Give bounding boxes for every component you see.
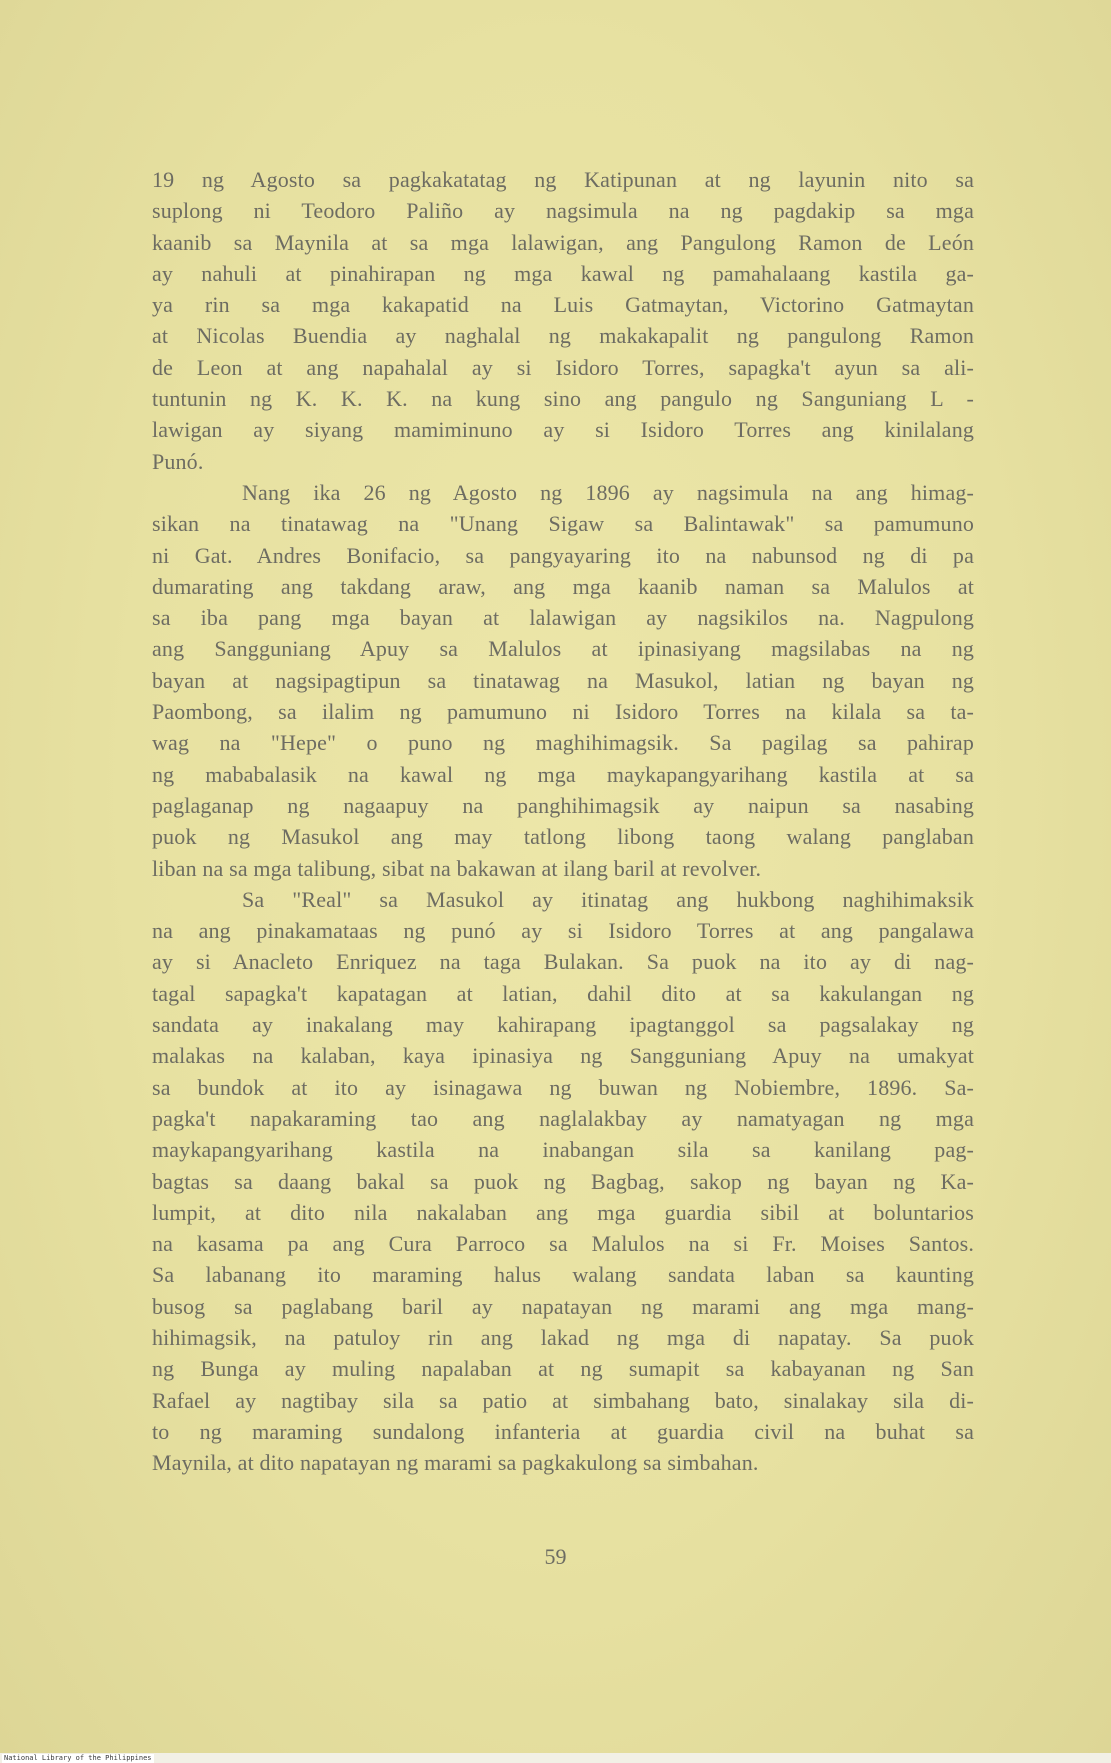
text-line: bagtas sa daang bakal sa puok ng Bagbag, sakop ng bayan ng Ka- [152,1168,974,1194]
text-line: kaanib sa Maynila at sa mga lalawigan, ang Pangulong Ramon de León [152,229,974,255]
text-line: tuntunin ng K. K. K. na kung sino ang pangulo ng Sanguniang L - [152,386,974,412]
text-line: maykapangyarihang kastila na inabangan sila sa kanilang pag- [152,1137,974,1163]
text-line: ng mababalasik na kawal ng mga maykapangyarihang kastila at sa [152,761,974,787]
text-line: wag na "Hepe" o puno ng maghihimagsik. Sa pagilag sa pahirap [152,730,974,756]
text-line: ay si Anacleto Enriquez na taga Bulakan. Sa puok na ito ay di nag- [152,949,974,975]
text-line: na ang pinakamataas ng punó ay si Isidoro Torres at ang pangalawa [152,918,974,944]
text-line: ni Gat. Andres Bonifacio, sa pangyayaring ito na nabunsod ng di pa [152,542,974,568]
text-line: Nang ika 26 ng Agosto ng 1896 ay nagsimula na ang himag- [242,479,974,505]
page-number: 59 [544,1544,567,1569]
text-line: bayan at nagsipagtipun sa tinatawag na Masukol, latian ng bayan ng [152,667,974,693]
scan-bottom-strip [0,1753,1111,1763]
text-line: at Nicolas Buendia ay naghalal ng makakapalit ng pangulong Ramon [152,323,974,349]
text-line: Rafael ay nagtibay sila sa patio at simbahang bato, sinalakay sila di- [152,1387,974,1413]
text-line: hihimagsik, na patuloy rin ang lakad ng mga di napatay. Sa puok [152,1324,974,1350]
text-line: sikan na tinatawag na "Unang Sigaw sa Balintawak" sa pamumuno [152,511,974,537]
text-line: ng Bunga ay muling napalaban at ng sumapit sa kabayanan ng San [152,1356,974,1382]
text-line: lawigan ay siyang mamiminuno ay si Isidoro Torres ang kinilalang [152,417,974,443]
body-text [152,164,974,1478]
text-line: dumarating ang takdang araw, ang mga kaanib naman sa Malulos at [152,573,974,599]
text-line: liban na sa mga talibung, sibat na bakawan at ilang baril at revolver. [152,855,762,881]
text-line: Punó. [152,448,204,474]
text-line: suplong ni Teodoro Paliño ay nagsimula na ng pagdakip sa mga [152,198,974,224]
text-line: tagal sapagka't kapatagan at latian, dahil dito at sa kakulangan ng [152,980,974,1006]
text-line: de Leon at ang napahalal ay si Isidoro Torres, sapagka't ayun sa ali- [152,354,974,380]
text-line: malakas na kalaban, kaya ipinasiya ng Sangguniang Apuy na umakyat [152,1043,974,1069]
text-line: busog sa paglabang baril ay napatayan ng marami ang mga mang- [152,1293,974,1319]
text-line: ang Sangguniang Apuy sa Malulos at ipinasiyang magsilabas na ng [152,636,974,662]
text-line: Sa "Real" sa Masukol ay itinatag ang hukbong naghihimaksik [242,886,974,912]
text-line: ay nahuli at pinahirapan ng mga kawal ng pamahalaang kastila ga- [152,260,974,286]
text-line: ya rin sa mga kakapatid na Luis Gatmaytan, Victorino Gatmaytan [152,292,974,318]
text-line: na kasama pa ang Cura Parroco sa Malulos na si Fr. Moises Santos. [152,1231,974,1257]
text-line: puok ng Masukol ang may tatlong libong taong walang panglaban [152,824,974,850]
text-line: to ng maraming sundalong infanteria at guardia civil na buhat sa [152,1418,974,1444]
text-line: lumpit, at dito nila nakalaban ang mga guardia sibil at boluntarios [152,1199,974,1225]
text-line: sandata ay inakalang may kahirapang ipagtanggol sa pagsalakay ng [152,1012,974,1038]
text-line: sa bundok at ito ay isinagawa ng buwan ng Nobiembre, 1896. Sa- [152,1074,974,1100]
text-line: paglaganap ng nagaapuy na panghihimagsik ay naipun sa nasabing [152,792,974,818]
text-line: sa iba pang mga bayan at lalawigan ay nagsikilos na. Nagpulong [152,605,974,631]
text-line: Maynila, at dito napatayan ng marami sa pagkakulong sa simbahan. [152,1450,759,1476]
text-line: Sa labanang ito maraming halus walang sandata laban sa kaunting [152,1262,974,1288]
footer-credit: National Library of the Philippines [4,1754,152,1762]
text-line: pagka't napakaraming tao ang naglalakbay ay namatyagan ng mga [152,1105,974,1131]
text-line: 19 ng Agosto sa pagkakatatag ng Katipunan at ng layunin nito sa [152,167,974,192]
text-line: Paombong, sa ilalim ng pamumuno ni Isidoro Torres na kilala sa ta- [152,699,974,725]
